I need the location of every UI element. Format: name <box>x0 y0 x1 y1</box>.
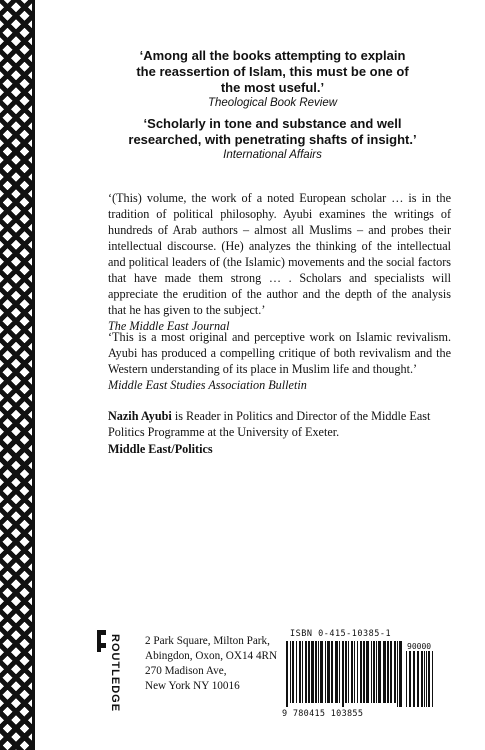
subject-category: Middle East/Politics <box>108 442 213 456</box>
author-name: Nazih Ayubi <box>108 409 172 423</box>
address-line: 270 Madison Ave, <box>145 665 227 677</box>
quote-text <box>100 116 445 148</box>
author-bio <box>108 408 451 440</box>
quote-line: ‘Among all the books attempting to explain <box>139 48 406 63</box>
barcode-digits: 9 780415 103855 <box>282 709 364 719</box>
review-source: The Middle East Journal <box>108 319 230 333</box>
publisher-logo-text: ROUTLEDGE <box>109 634 121 713</box>
quote-line: ‘Scholarly in tone and substance and well <box>143 116 402 131</box>
address-line: Abingdon, Oxon, OX14 4RN <box>145 650 278 662</box>
featured-quote-2 <box>100 116 445 163</box>
review-2 <box>108 329 451 393</box>
quote-source: Theological Book Review <box>207 97 338 109</box>
quote-source: International Affairs <box>223 149 322 161</box>
quote-line: researched, with penetrating shafts of insight.’ <box>128 132 417 147</box>
review-1 <box>108 190 451 334</box>
address-line: 2 Park Square, Milton Park, <box>145 635 270 647</box>
barcode-supplement-digits: 90000 <box>407 642 432 651</box>
publisher-address <box>145 634 277 694</box>
decorative-pattern-strip <box>0 0 32 750</box>
quote-text <box>100 48 445 96</box>
address-line: New York NY 10016 <box>145 680 240 692</box>
author-bio-text: is Reader in Politics and Director of the Middle East Politics Programme at the University of Exeter. <box>108 409 431 439</box>
review-text: ‘This is a most original and perceptive work on Islamic revivalism. Ayubi has produced a compelling critique of both revivalism and the Western understanding of its place in Muslim life and thought.’ <box>108 330 451 376</box>
strip-border <box>32 0 35 750</box>
review-text: ‘(This) volume, the work of a noted European scholar … is in the tradition of political philosophy. Ayubi examines the writings of hundreds of Arab authors – almost all Muslims – and probes their intellectual discourse. (He) analyzes the thinking of the intellectual and political leaders of (the Islamic) movements and the social factors that have made them strong … . Scholars and specialists will appreciate the erudition of the author and the depth of the analysis that he has given to the subject.’ <box>108 191 451 317</box>
quote-line: the most useful.’ <box>220 80 325 95</box>
featured-quote-1 <box>100 48 445 111</box>
quote-line: the reassertion of Islam, this must be one of <box>136 64 409 79</box>
isbn-label: ISBN 0-415-10385-1 <box>290 629 392 639</box>
review-source: Middle East Studies Association Bulletin <box>108 378 307 392</box>
